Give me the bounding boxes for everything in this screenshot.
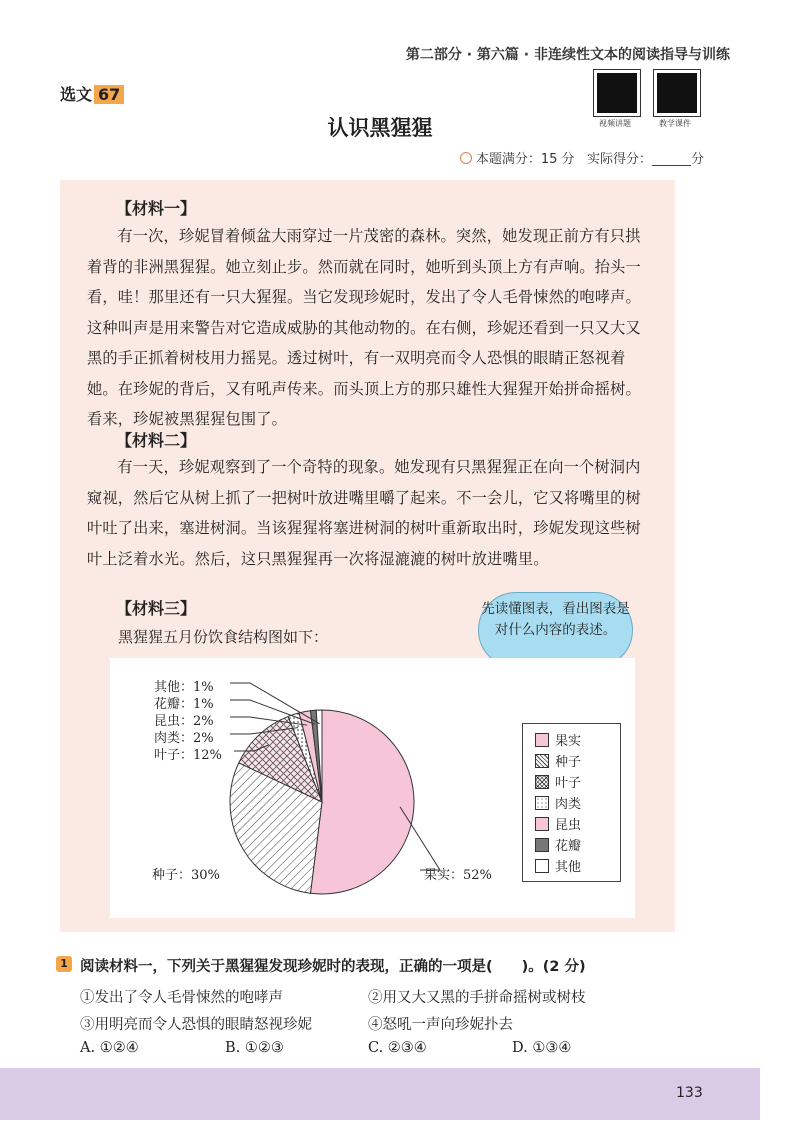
page-title: 认识黑猩猩 [327, 116, 433, 140]
page-number: 133 [676, 1085, 703, 1101]
slice-label-fruit: 果实：52% [424, 868, 492, 883]
legend-label-insects: 昆虫 [555, 818, 582, 833]
legend-swatch-insects [535, 817, 549, 831]
statement-3: ③用明亮而令人恐惧的眼睛怒视珍妮 [80, 1017, 312, 1033]
legend-label-leaves: 叶子 [555, 776, 582, 791]
footer-band [0, 1068, 760, 1120]
score-actual-label: 实际得分： [586, 152, 652, 167]
slice-label-insects: 昆虫：2% [154, 714, 214, 729]
statement-1: ①发出了令人毛骨悚然的咆哮声 [80, 990, 283, 1006]
score-full: 本题满分：15 分 [475, 152, 575, 167]
legend-item-meat [535, 793, 581, 812]
slice-label-other: 其他：1% [154, 680, 214, 695]
legend-item-petals [535, 835, 581, 854]
legend-label-fruit: 果实 [555, 734, 582, 749]
legend-swatch-petals [535, 838, 549, 852]
legend-item-other [535, 856, 581, 875]
statement-2: ②用又大又黑的手拼命摇树或树枝 [368, 990, 586, 1006]
selection-label-text: 选文 [60, 85, 93, 104]
statement-4: ④怒吼一声向珍妮扑去 [368, 1017, 513, 1033]
material2-heading: 【材料二】 [116, 431, 197, 450]
choice-b[interactable]: B. ①②③ [225, 1040, 284, 1056]
selection-number: 67 [94, 85, 124, 104]
legend-item-insects [535, 814, 581, 833]
choice-c[interactable]: C. ②③④ [368, 1040, 427, 1056]
material3-heading: 【材料三】 [116, 599, 197, 618]
question-number: 1 [56, 956, 72, 972]
qr-courseware-caption: 教学课件 [659, 119, 691, 128]
legend-swatch-other [535, 859, 549, 873]
chart-intro: 黑猩猩五月份饮食结构图如下： [118, 628, 329, 646]
slice-label-meat: 肉类：2% [154, 731, 214, 746]
legend-label-petals: 花瓣 [555, 839, 582, 854]
chart-legend [522, 723, 621, 882]
legend-item-fruit [535, 730, 581, 749]
score-blank[interactable]: ______ [651, 152, 691, 167]
legend-swatch-fruit [535, 733, 549, 747]
legend-swatch-leaves [535, 775, 549, 789]
qr-video-caption: 视频讲题 [599, 119, 631, 128]
slice-label-leaves: 叶子：12% [154, 748, 222, 763]
slice-label-seeds: 种子：30% [152, 868, 220, 883]
legend-label-other: 其他 [555, 860, 582, 875]
legend-swatch-seeds [535, 754, 549, 768]
slice-label-petals: 花瓣：1% [154, 697, 214, 712]
section-header: 第二部分 · 第六篇 · 非连续性文本的阅读指导与训练 [405, 47, 730, 63]
legend-label-seeds: 种子 [555, 755, 582, 770]
material2-paragraph: 有一天，珍妮观察到了一个奇特的现象。她发现有只黑猩猩正在向一个树洞内窥视，然后它从树上抓了一把树叶放进嘴里嚼了起来。不一会儿，它又将嘴里的树叶吐了出来，塞进树洞。当该猩猩将塞进树洞的树叶重新取出时，珍妮发现这些树叶上泛着水光。然后，这只黑猩猩再一次将湿漉漉的树叶放进嘴里。 [87, 458, 641, 568]
legend-swatch-meat [535, 796, 549, 810]
legend-label-meat: 肉类 [555, 797, 582, 812]
tip-bubble: 先读懂图表，看出图表是对什么内容的表述。 [478, 592, 633, 668]
material1-heading: 【材料一】 [116, 199, 197, 218]
legend-item-seeds [535, 751, 581, 770]
choice-d[interactable]: D. ①③④ [512, 1040, 572, 1056]
question-stem: 阅读材料一，下列关于黑猩猩发现珍妮时的表现，正确的一项是( )。(2 分) [80, 959, 586, 975]
pie-slice-1 [310, 710, 414, 894]
material1-paragraph: 有一次，珍妮冒着倾盆大雨穿过一片茂密的森林。突然，她发现正前方有只拱着背的非洲黑猩猩。她立刻止步。然而就在同时，她听到头顶上方有声响。抬头一看，哇！那里还有一只大猩猩。当它发现珍妮时，发出了令人毛骨悚然的咆哮声。这种叫声是用来警告对它造成威胁的其他动物的。在右侧，珍妮还看到一只又大又黑的手正抓着树枝用力摇晃。透过树叶，有一双明亮而令人恐惧的眼睛正怒视着她。在珍妮的背后，又有吼声传来。而头顶上方的那只雄性大猩猩开始拼命摇树。看来，珍妮被黑猩猩包围了。 [87, 227, 641, 428]
legend-item-leaves [535, 772, 581, 791]
score-unit: 分 [690, 152, 704, 167]
choice-a[interactable]: A. ①②④ [80, 1040, 139, 1056]
